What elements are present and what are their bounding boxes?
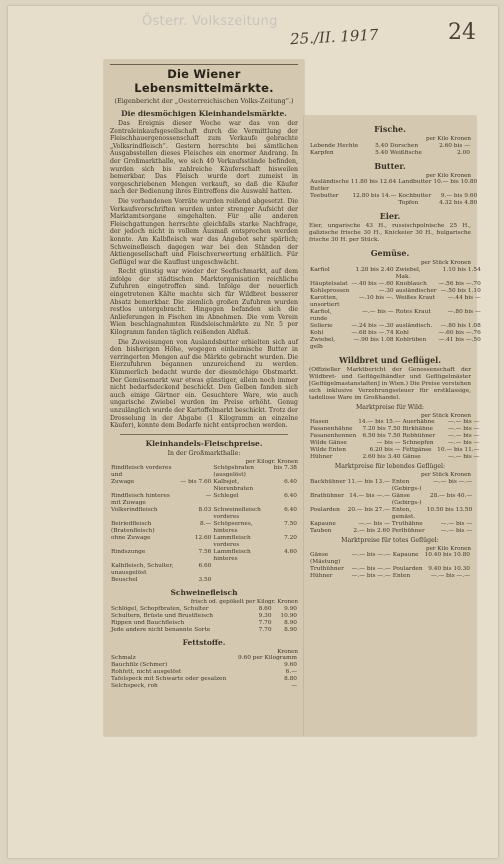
table-row: Jede andere nicht benannte Sorte 7.70 8.90 [111, 626, 297, 633]
table-row: Schultern, Brüste und Brustfleisch 9.30 10.90 [111, 612, 297, 619]
meat-price-table [110, 465, 298, 584]
table-row: Kapaune —.— bis — Truthähne —.— bis — [310, 520, 473, 527]
article-paragraph: Recht günstig war wieder der Seefischmarkt, auf dem infolge der städtischen Marktorganisation reichliche Zufuhren eingetroffen sind. Infolge der neuerlich eingetretenen Kälte machte sich für Wildbret besserer Absatz bemerkbar. Die ziemlich großen Zufuhren wurden restlos untergebracht. Hingegen befanden sich die Anlieferungen in Fischen im Abnehmen. Die vom Verein Wien beschlagnahmten Rindsleischmärkte zu Nr. 5 per Kilogramm fanden täglich reißenden Abfluß. [110, 268, 298, 337]
table-row: Rippen und Bauchfleisch 7.70 8.90 [111, 619, 297, 626]
section-subheading: Marktpreise für lebendes Geflügel: [334, 463, 446, 470]
column-header: per Kilogr. Kronen [245, 458, 298, 465]
table-row: Fasanenhennen 6.50 bis 7.50 Rebhühner —.— bis — [310, 433, 480, 439]
table-row: Gänse (Mästung) —.— bis —.— Kapaune 10.40 bis 10.80 [310, 552, 470, 565]
table-row: Karpfen 5.40 Weißfische 2.00 [310, 149, 470, 156]
fish-price-table [309, 143, 471, 157]
column-header: per Stück Kronen [420, 412, 471, 419]
column-header: per Kilo Kronen [426, 136, 471, 142]
table-row: Truthühner —.— bis —.— Poularden 9.40 bis 10.30 [310, 566, 470, 572]
table-row: Sellerie —.24 bis —.30 ausländisch. —.80 bis 1.08 [310, 322, 481, 329]
section-subheading: Marktpreise für totes Geflügel: [341, 536, 439, 544]
table-row: Rindfleisch vorderes und Schöpsbraten (ausgelöst) bis 7.38 [111, 465, 297, 479]
table-row: Kohlsprossen —.30 ausländischer —.50 bis 1.10 [310, 287, 481, 294]
table-row: Teebutter 12.80 bis 14.— Kochbutter 9.— bis 9.60 [310, 193, 478, 199]
pork-price-table [110, 606, 298, 634]
table-row: Volksrindfleisch 8.03 Schweinefleisch vorderes 6.40 [111, 507, 297, 521]
table-row: Poularden 20.— bis 27.— Enten, gemäst. 10.50 bis 13.50 [310, 506, 473, 520]
table-row: Karfiol 1.20 bis 2.40 Zwiebel, Mak. 1.10 bis 1.54 [310, 266, 481, 280]
section-heading-fleischpreise: Kleinhandels-Fleischpreise. [145, 438, 263, 448]
article-paragraph: Die vorhandenen Vorräte wurden reißend abgesetzt. Die Verkaufsvorschriften wurden unter strenger Aufsicht der Marktamtsorgane eingehalten. Für alle anderen Fleischgattungen herrschte gleichfalls starke Nachfrage, der jedoch nicht in vollem Ausmaß entsprochen werden konnte. Am Kalbfleisch war das Angebot sehr spärlich; Schweinefleisch dagegen war bei den Ständen der Aktiengesellschaft und Fleischverwertung erhältlich. Für Geflügel war die Kauflust ungeschwächt. [110, 197, 298, 266]
article-paragraph: Das Ereignis dieser Woche war das von der Zentraleinkaufsgesellschaft durch die Vermittlung der Fleischhauergenossenschaft zum Verkaufe gebrachte „Volksrindfleisch“. Gestern herrschte bei sämtlichen Ausgabsstellen dieses Fleisches ein enormer Andrang. In der Großmarkthalle, wo sich 40 Verkaufsstände befinden, wurden sich bis zahlreiche Käuferschaft bisweilen bemerkbar. Das Fleisch wurde dort zumeist in vorgeschriebenen Mengen verkauft, so daß die Käufer nach der Bedienung ihres Eintreffens die Auswahl hatten. [110, 120, 298, 196]
column-header: per Stück Kronen [420, 260, 471, 266]
article-title: Die Wiener Lebensmittelmärkte. [110, 64, 298, 95]
section-heading-eier: Eier. [379, 211, 401, 221]
table-row: Rohfett, nicht ausgelöst 6.— [111, 669, 297, 676]
vegetable-price-table [309, 267, 482, 351]
section-heading-fische: Fische. [374, 124, 406, 134]
eggs-text: Eier, ungarische 43 H., russischpolnische 25 H., galizische frische 30 H., Knickeier 30 H., bulgarische frische 30 H. per Stück. [309, 223, 471, 243]
table-row: Selchspeck, roh — [111, 683, 297, 690]
section-heading-gemuese: Gemüse. [370, 248, 410, 258]
table-row: Rindszunge 7.56 Lammfleisch hinteres 4.60 [111, 549, 297, 563]
column-header: per Stück Kronen [420, 472, 471, 478]
left-clipping [104, 60, 304, 736]
table-row: Wilde Gänse — bis — Schnepfen —.— bis — [310, 440, 480, 446]
masthead: Österr. Volkszeitung [142, 14, 278, 29]
column-header: frisch od. gepökelt per Kilogr. Kronen [190, 599, 298, 606]
table-row: Beuschel 3.50 [111, 577, 212, 584]
table-row: Topfen 4.32 bis 4.80 [398, 200, 478, 206]
table-row: Bauchfilz (Schmer) 9.60 [111, 662, 297, 669]
table-row: Karfiol, runde —.— bis — Rotes Kraut —.80 bis — [310, 308, 481, 322]
divider [120, 434, 288, 435]
table-row: Karotten, unsortiert —.10 bis —. Weißes Kraut —.44 bis — [310, 294, 481, 308]
table-row: Fasanenhähne 7.20 bis 7.50 Birkhähne —.— bis — [310, 426, 480, 432]
column-header: per Kilo Kronen [426, 172, 471, 179]
table-row: ohne Zuwage 12.60 Lammfleisch vorderes 7.20 [111, 535, 297, 549]
table-row: Ausländische Butter 11.80 bis 12.64 Landbutter 10.— bis 10.80 [310, 179, 478, 192]
table-row: Hasen 14.— bis 15.— Auerhähne —.— bis — [310, 419, 480, 425]
handwritten-date: 25./II. 1917 [289, 25, 379, 49]
table-row: Schlögel, Schopfbraten, Schulter 8.60 9.90 [111, 605, 297, 612]
game-price-table [309, 419, 480, 461]
table-row: Schmalz 9.60 per Kilogramm [111, 655, 297, 662]
table-row: Beiriedfleisch (Bratenfleisch) 8.— Schöpsernes, hinteres 7.50 [111, 521, 297, 535]
section-subheading: Marktpreise für Wild: [355, 403, 425, 411]
article-subtitle: (Eigenbericht der „Oesterreichischen Volks-Zeitung“.) [114, 97, 294, 105]
table-row: Brathühner 14.— bis —.— Gänse (Gebirgs-) 28.— bis 40.— [310, 492, 473, 506]
section-subheading: In der Großmarkthalle: [167, 449, 241, 457]
table-row: Hühner 2.60 bis 3.40 Gänse —.— bis — [310, 454, 480, 460]
section-heading-butter: Butter. [374, 160, 406, 171]
column-header: Kronen [277, 648, 298, 655]
handwritten-page-number: 24 [448, 20, 476, 45]
section-heading-fettstoffe: Fettstoffe. [182, 637, 226, 647]
fat-price-table [110, 655, 298, 690]
section-heading-wildbret: Wildbret und Geflügel. [339, 354, 441, 365]
table-row: Rindfleisch hinteres mit Zuwage — Schlegel 6.40 [111, 493, 297, 507]
live-poultry-price-table [309, 479, 473, 535]
table-row: Backhühner 11.— bis 13.— Enten (Gebirgs-) —.— bis —.— [310, 478, 473, 492]
section-heading-kleinhandel: Die diesmöchigen Kleinhandelsmärkte. [121, 109, 287, 118]
section-heading-schweinefleisch: Schweinefleisch [170, 588, 238, 598]
table-row: Tauben 2.— bis 2.60 Perlhühner —.— bis — [310, 527, 473, 534]
article-paragraph: Die Zuweisungen von Auslandsbutter erhielten sich auf den bisherigen Höhe, wogegen einheimische Butter in verringerten Mengen auf die Märkte gebracht wurden. Die Eierzufuhren begannen unzureichend zu werden. Kümmerlich bedacht wurde der diesmöchige Obstmarkt. Der Gemüsemarkt war etwas günstiger, allein noch immer nicht bedarfsdeckend beschickt. Den Gelben fanden sich auch einige Gärtner ein. Gesuchtere Ware, wie auch ungarische Zwiebel wurden im Preise erhöht. Genug unzulänglich wurde der Kartoffelmarkt beschickt. Trotz der Drosselung in der Abgabe (1 Kilogramm an einzelne Käufer), konnte dem Bedarfe nicht entsprochen werden. [110, 338, 298, 430]
table-row: Zwiebel, gelb —.90 bis 1.08 Kohlrüben —.41 bis —.50 [310, 336, 481, 350]
table-row: Zuwage — bis 7.60 Kalbsjet, Nierenbraten 6.40 [111, 479, 297, 493]
right-clipping [304, 116, 481, 736]
table-row: Kohl —.68 bis —.74 Kohl —.60 bis —.76 [310, 329, 481, 336]
table-row: Häuptelsalat —.40 bis —.60 Knoblauch —.56 bis —.70 [310, 280, 481, 287]
archive-sheet [8, 6, 498, 858]
table-row: Lebende Hechte 5.40 Dorschen 2.60 bis — [310, 142, 470, 149]
table-row: Kalbfleisch, Schulter, unausgelöst 6.60 [111, 563, 212, 577]
table-row: Hühner —.— bis —.— Enten —.— bis —.— [310, 573, 470, 579]
table-row: Wilde Enten 6.20 bis — Fettgänse 10.— bis 11.— [310, 447, 480, 453]
table-row: Tafelspeck mit Schwarte oder gesalzen 8.80 [111, 676, 297, 683]
dressed-poultry-price-table [309, 552, 471, 580]
butter-price-table [309, 179, 478, 207]
column-header: per Kilo Kronen [426, 545, 471, 552]
game-market-note: (Offizieller Marktbericht der Genossenschaft der Wildbret- und Geflügelhändler und Geflügelmäster [Geflügelmastanstalten] in Wien.) Die Preise verstehen sich inklusive Verzehrungssteuer für erstklassige, tadellose Ware im Großhandel. [309, 366, 471, 401]
